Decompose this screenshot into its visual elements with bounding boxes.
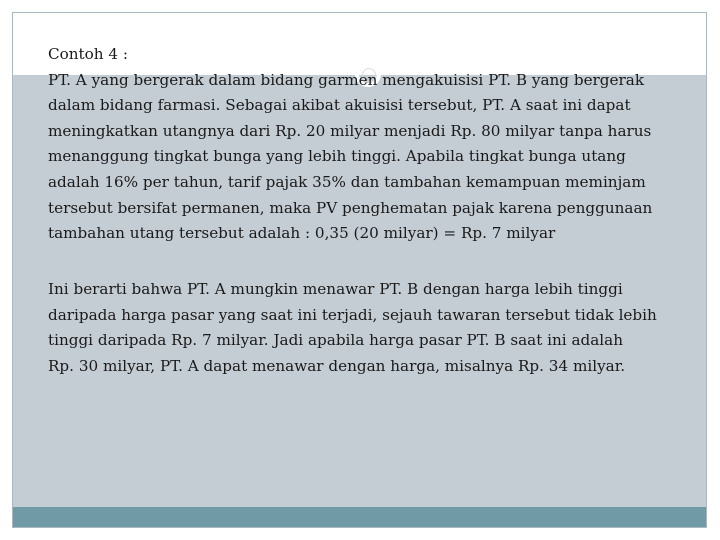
conclusion-line: Ini berarti bahwa PT. A mungkin menawar PT. B dengan harga lebih tinggi (48, 280, 623, 298)
example-line: meningkatkan utangnya dari Rp. 20 milyar menjadi Rp. 80 milyar tanpa harus (48, 121, 652, 140)
example-line: adalah 16% per tahun, tarif pajak 35% dan tambahan kemampuan meminjam (48, 172, 646, 191)
example-heading: Contoh 4 : (48, 45, 129, 63)
conclusion-line: tinggi daripada Rp. 7 milyar. Jadi apabila harga pasar PT. B saat ini adalah (48, 331, 624, 350)
bottom-accent-bar (13, 507, 706, 527)
example-line: tersebut bersifat permanen, maka PV penghematan pajak karena penggunaan (48, 198, 653, 217)
conclusion-line: daripada harga pasar yang saat ini terjadi, sejauh tawaran tersebut tidak lebih (48, 305, 657, 324)
example-line: dalam bidang farmasi. Sebagai akibat akuisisi tersebut, PT. A saat ini dapat (48, 96, 631, 115)
example-paragraph (48, 42, 688, 247)
conclusion-line: Rp. 30 milyar, PT. A dapat menawar dengan harga, misalnya Rp. 34 milyar. (48, 356, 626, 375)
example-line: PT. A yang bergerak dalam bidang garmen mengakuisisi PT. B yang bergerak (48, 70, 645, 89)
example-line: tambahan utang tersebut adalah : 0,35 (20 milyar) = Rp. 7 milyar (48, 224, 556, 243)
conclusion-paragraph (48, 277, 688, 379)
example-line: menanggung tingkat bunga yang lebih tinggi. Apabila tingkat bunga utang (48, 147, 626, 166)
